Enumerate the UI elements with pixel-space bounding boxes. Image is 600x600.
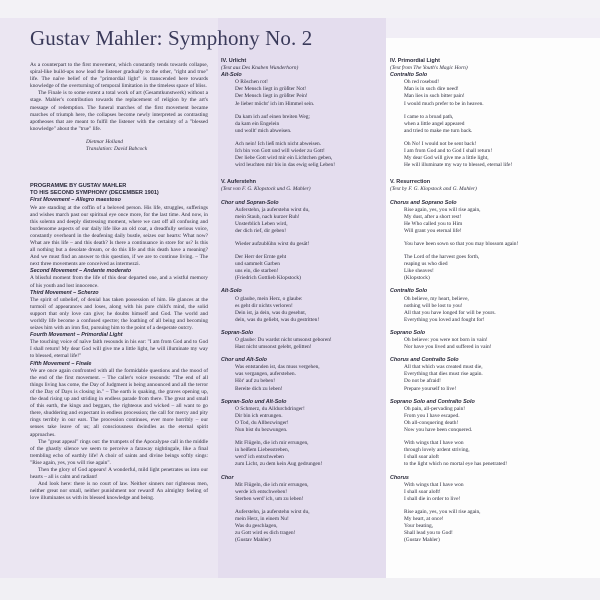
auferstehn-source: (Text von F. G. Klopstock und G. Mahler): [221, 186, 311, 193]
lyric-line: Der liebe Gott wird mir ein Lichtchen geben,: [235, 155, 333, 162]
lyric-line: Oh pain, all-pervading pain!: [404, 405, 466, 412]
urlicht-source: (Text aus Des Knaben Wunderhorn): [221, 65, 299, 72]
lyric-line: Hör' auf zu beben!: [235, 378, 276, 385]
lyric-line: Rise again, yes, you will rise again,: [404, 508, 481, 515]
lyric-line: All that you have longed for will be yours.: [404, 309, 496, 316]
lyric-line: Your beating,: [404, 523, 434, 530]
lyric-line: Man is in such dire need!: [404, 86, 459, 93]
lyric-stanza: [221, 482, 381, 503]
lyric-line: Everything that dies must rise again.: [404, 371, 483, 378]
urlicht-title: IV. Urlicht: [221, 58, 247, 64]
voice-label: Chor und Sopran-Solo: [221, 199, 279, 206]
intro-paragraph: As a counterpart to the first movement, which constantly tends towards collapse, spiral-like build-ups now lead the listener gradually to the other, "right and true" life. The naïve belief of the "primordial light" is transcended here towards knowledge of the overturning of temporal limitation in the timeless space of bliss.: [30, 62, 208, 90]
essay-credits: [30, 139, 208, 153]
lyric-line: Now you have been conquered.: [404, 427, 473, 434]
lyric-line: You have been sown so that you may blossom again!: [404, 240, 519, 247]
movement-paragraph: And look here: there is no court of law. Neither sinners nor righteous men, neither great nor small, neither punishment nor reward! An almighty feeling of love illuminates us with its blessed knowledge and being.: [30, 481, 208, 502]
lyric-line: I shall soar aloft!: [404, 488, 441, 495]
lyric-line: The Lord of the harvest goes forth,: [404, 254, 480, 261]
lyric-line: Oh No! I would not be sent back!: [404, 140, 477, 147]
lyric-line: Ach nein! Ich ließ mich nicht abweisen.: [235, 140, 322, 147]
lyric-stanza: [390, 254, 590, 282]
urlicht-lyrics: [221, 79, 381, 169]
lyric-line: Der Herr der Ernte geht: [235, 254, 287, 261]
movement-title: Fifth Movement – Finale: [30, 360, 92, 367]
lyric-line: Was entstanden ist, das muss vergehen,: [235, 364, 320, 371]
lyric-line: Mit Flügeln, die ich mir errungen,: [235, 440, 309, 447]
lyric-line: reaping us who died: [404, 261, 448, 268]
movement-title: Fourth Movement – Primordial Light: [30, 332, 123, 339]
lyric-line: Der Mensch liegt in größter Pein!: [235, 93, 308, 100]
lyric-line: (Friedrich Gottlieb Klopstock): [235, 275, 301, 282]
lyric-line: wird leuchten mir bis in das ewig selig Leben!: [235, 162, 336, 169]
lyric-stanza: [390, 241, 590, 248]
lyric-line: dein, was du geliebt, was du gestritten!: [235, 316, 320, 323]
scan-edge-bottom: [0, 578, 600, 600]
movement-title: Second Movement – Andante moderato: [30, 268, 132, 275]
lyric-stanza: [221, 406, 381, 434]
lyric-line: werde ich entschweben!: [235, 488, 288, 495]
mahler-programme: [30, 183, 208, 502]
lyric-line: Nun bist du bezwungen.: [235, 427, 288, 434]
lyric-line: Was du geschlagen,: [235, 523, 278, 530]
page-title: Gustav Mahler: Symphony No. 2: [30, 26, 313, 50]
lyric-stanza: [221, 79, 381, 107]
lyric-line: when a little angel appeared: [404, 120, 465, 127]
lyric-stanza: [221, 440, 381, 468]
lyric-line: Will grant you eternal life!: [404, 227, 462, 234]
movement-title: Third Movement – Scherzo: [30, 289, 99, 296]
lyric-line: Der Mensch liegt in größter Not!: [235, 86, 307, 93]
section-lyrics: [390, 337, 590, 351]
primordial-light-lyrics: [390, 79, 590, 169]
lyric-stanza: [221, 114, 381, 135]
resurrection-lyrics: [390, 194, 590, 545]
lyric-stanza: [390, 207, 590, 235]
lyric-line: zum Licht, zu dem kein Aug gedrungen!: [235, 461, 323, 468]
section-lyrics: [221, 406, 381, 469]
lyric-line: I would much prefer to be in heaven.: [404, 100, 484, 107]
section-lyrics: [221, 364, 381, 392]
english-text-column: [390, 58, 590, 544]
lyric-line: I came to a broad path,: [404, 113, 454, 120]
lyric-line: Sterben werd' ich, um zu leben!: [235, 495, 304, 502]
lyric-line: O glaube, mein Herz, o glaube:: [235, 295, 303, 302]
lavender-strip-right: [386, 18, 600, 38]
primordial-light-source: (Text from The Youth's Magic Horn): [390, 65, 468, 72]
lyric-line: was vergangen, auferstehen.: [235, 371, 296, 378]
lyric-stanza: [390, 141, 590, 169]
lyric-line: O glaube: Du wardst nicht umsonst geboren!: [235, 337, 332, 343]
lyric-line: es geht dir nichts verloren!: [235, 302, 293, 309]
primordial-light-title: IV. Primordial Light: [390, 58, 440, 64]
section-lyrics: [390, 406, 590, 469]
lyric-line: I am from God and to God I shall return!: [404, 148, 493, 155]
lyric-line: With wings that I have won: [404, 481, 464, 488]
movement-paragraph: A blissful moment from the life of this dear departed one, and a wistful memory of his youth and lost innocence.: [30, 275, 208, 289]
lyric-stanza: [390, 482, 590, 503]
lyric-line: O Röschen rot!: [235, 79, 268, 86]
lyric-line: nothing will be lost to you!: [404, 302, 463, 309]
scan-edge-top: [0, 0, 600, 18]
lyric-line: I shall soar aloft: [404, 454, 439, 461]
lyric-stanza: [221, 241, 381, 248]
voice-label: Sopran-Solo und Alt-Solo: [221, 398, 287, 405]
lyric-stanza: [390, 440, 590, 468]
lyric-stanza: [390, 406, 590, 434]
voice-label: Contralto Solo: [390, 288, 428, 295]
lyric-stanza: [390, 296, 590, 324]
lyric-stanza: [390, 79, 590, 107]
section-lyrics: [221, 482, 381, 545]
section-lyrics: [390, 207, 590, 283]
lyric-line: Mit Flügeln, die ich mir errungen,: [235, 481, 309, 488]
lyric-line: und sammelt Garben: [235, 261, 280, 268]
essay-translator: Translation: David Babcock: [86, 146, 148, 153]
lyric-line: Nor have you lived and suffered in vain!: [404, 344, 492, 351]
movement-paragraph: We are once again confronted with all the formidable questions and the mood of the end of the first movement. – The caller's voice resounds: "The end of all things living has come, the Day of Judgment is being announced and all the terror of the Day of Days is closing in." – The earth is quaking, the graves opening up, the dead rising up and striding in endless parade from there. The great and small of this earth, the kings and beggars, the righteous and wicked – all want to go there, shuddering and expectant in endless procession; the call for mercy and pity rings terribly in our ears. The procession continues, ever more horribly – our senses take leave of us; all consciousness dwindles as the eternal spirit approaches.: [30, 367, 208, 438]
lyric-line: uns ein, die starben!: [235, 268, 279, 275]
lyric-line: My dust, after a short rest!: [404, 213, 462, 220]
voice-label: Chor und Alt-Solo: [221, 357, 267, 364]
voice-label: Chorus: [390, 474, 409, 481]
section-lyrics: [221, 296, 381, 324]
voice-label: Chorus and Contralto Solo: [390, 357, 459, 364]
movement-paragraph: The touching voice of naïve faith resounds in his ear: "I am from God and to God I shall return! My dear God will give me a little light, he will illuminate my way to blessed, eternal life!": [30, 339, 208, 360]
lyric-line: My heart, at once!: [404, 515, 444, 522]
lyric-line: Auferstehn, ja auferstehn wirst du,: [235, 206, 310, 213]
lyric-line: Da kam ich auf einen breiten Weg;: [235, 113, 310, 120]
lyric-line: to the light which no mortal eye has penetrated!: [404, 461, 507, 468]
lyric-line: mein Herz, in einem Nu!: [235, 515, 289, 522]
lyric-line: through lovely ardent striving,: [404, 447, 470, 454]
lyric-stanza: [390, 364, 590, 392]
movement-paragraph: The "great appeal" rings out: the trumpets of the Apocalypse call in the middle of the ghastly silence we seem to perceive a faraway nightingale, like a final trembling echo of earthly life! A choir of saints and divine beings softly sings: "Rise again, yes, you will rise again".: [30, 438, 208, 466]
intro-essay: [30, 62, 208, 153]
lyric-stanza: [390, 509, 590, 544]
lyric-line: werd' ich entschweben: [235, 454, 284, 461]
programme-subheading: TO HIS SECOND SYMPHONY (DECEMBER 1901): [30, 190, 159, 197]
lyric-stanza: [221, 254, 381, 282]
lyric-line: Shall lead you to God!: [404, 530, 453, 537]
lyric-line: From you I have escaped.: [404, 412, 460, 419]
lyric-stanza: [390, 337, 590, 351]
section-lyrics: [390, 296, 590, 324]
lyric-line: Everything you loved and fought for!: [404, 316, 485, 323]
lyric-line: Wieder aufzublühn wirst du gesät!: [235, 240, 310, 247]
lyric-line: He will illuminate my way to blessed, eternal life!: [404, 162, 513, 169]
german-text-column: [221, 58, 381, 544]
programme-heading: PROGRAMME BY GUSTAV MAHLER: [30, 183, 127, 189]
intro-paragraph: The Finale is to some extent a total work of art (Gesamtkunstwerk) without a stage. Mahler's contribution towards the replacement of religion by the art's message of redemption. The funeral marches of the first movement became marches of triumph here, the collapses become newly interpreted as contrasting apotheoses that are meant to fulfil the listener with the certainty of a "blessed knowledge" about the "true" life.: [30, 90, 208, 132]
resurrection-title: V. Resurrection: [390, 179, 431, 186]
lyric-stanza: [221, 207, 381, 235]
lyric-line: Oh believe, my heart, believe,: [404, 295, 469, 302]
lyric-line: mein Staub, nach kurzer Ruh!: [235, 213, 300, 220]
voice-label: Alt-Solo: [221, 288, 242, 295]
lyric-line: and tried to make me turn back.: [404, 127, 473, 134]
lyric-stanza: [390, 114, 590, 135]
lyric-line: O Tod, du Allbezwinger!: [235, 419, 289, 426]
lyric-line: (Gustav Mahler): [404, 537, 440, 544]
lyric-line: Like sheaves!: [404, 268, 434, 275]
voice-label: Sopran-Solo: [221, 329, 254, 336]
lyric-stanza: [221, 296, 381, 324]
lyric-line: Je lieber möcht' ich im Himmel sein.: [235, 100, 315, 107]
lyric-line: Auferstehn, ja auferstehn wirst du,: [235, 508, 310, 515]
lyric-line: und wollt' mich abweisen.: [235, 127, 292, 134]
lyric-line: Oh all-conquering death!: [404, 419, 459, 426]
lyric-line: Dein ist, ja dein, was du gesehnt,: [235, 309, 307, 316]
section-lyrics: [221, 337, 381, 351]
lyric-line: Prepare yourself to live!: [404, 385, 457, 392]
lyric-line: da kam ein Engelein: [235, 120, 280, 127]
lyric-line: Hast nicht umsonst gelebt, gelitten!: [235, 344, 312, 351]
lyric-line: zu Gott wird es dich tragen!: [235, 530, 296, 537]
movement-title: First Movement – Allegro maestoso: [30, 197, 121, 204]
alt-solo-label: Alt-Solo: [221, 72, 242, 79]
lyric-line: Dir bin ich entrungen.: [235, 412, 283, 419]
lyric-line: I shall die in order to live!: [404, 495, 461, 502]
essay-author: Dietmar Holland: [86, 138, 123, 145]
lyric-line: Rise again, yes, you will rise again,: [404, 206, 481, 213]
lyric-line: (Gustav Mahler): [235, 537, 271, 544]
lyric-line: Oh red rosebud!: [404, 79, 440, 86]
section-lyrics: [390, 364, 590, 392]
lyric-line: Unsterblich Leben wird,: [235, 220, 288, 227]
lyric-line: All that which was created must die,: [404, 364, 483, 371]
lyric-line: in heißem Liebesstreben,: [235, 447, 290, 454]
lyric-stanza: [221, 364, 381, 392]
voice-label: Chor: [221, 474, 234, 481]
lyric-line: Do not be afraid!: [404, 378, 441, 385]
movement-paragraph: The spirit of unbelief, of denial has taken possession of him. He glances at the turmoil of appearances and loses, along with his pure child's mind, the solid support that only love can give; he doubts himself and God. The world and worldly life become a confused spectre; the loathing of all being and becoming seizes him with an iron fist, pursuing him to the point of a desperate outcry.: [30, 296, 208, 332]
lyric-stanza: [221, 509, 381, 544]
voice-label: Chorus and Soprano Solo: [390, 199, 457, 206]
resurrection-source: (Text by F. G. Klopstock and G. Mahler): [390, 186, 477, 193]
lyric-line: Oh believe: you were not born in vain!: [404, 337, 488, 343]
lyric-stanza: [221, 141, 381, 169]
lyric-line: (Klopstock): [404, 275, 430, 282]
contralto-solo-label: Contralto Solo: [390, 72, 428, 79]
movement-paragraph: Then the glory of God appears! A wonderful, mild light penetrates us into our hearts – all is calm and radiant!: [30, 466, 208, 481]
lyric-line: Man lies in such bitter pain!: [404, 93, 465, 100]
movement-paragraph: We are standing at the coffin of a beloved person. His life, struggles, sufferings and wishes march past our spiritual eye once more, for the last time. And now, in this solemn and deeply distressing moment, where we cast off all confusing and burdensome aspects of our daily life like an old coat, a dreadfully serious voice, constantly overheard in the deafening daily bustle, seizes our hearts: What now? What are this life – and this death? Is there a continuance in store for us? Is this all nothing but a desolate dream, or do this life and this death have a meaning? And we must find an answer to this question, if we are to continue living. – The next three movements are conceived as intermezzi.: [30, 204, 208, 268]
section-lyrics: [390, 482, 590, 545]
voice-label: Soprano Solo: [390, 329, 426, 336]
lyric-line: der dich rief, dir geben!: [235, 227, 287, 234]
lyric-line: Ich bin von Gott und will wieder zu Gott!: [235, 148, 325, 155]
auferstehn-title: V. Auferstehn: [221, 179, 257, 186]
lyric-line: He Who called you to Him: [404, 220, 463, 227]
lyric-line: Bereite dich zu leben!: [235, 385, 283, 392]
voice-label: Soprano Solo and Contralto Solo: [390, 398, 475, 405]
lyric-line: My dear God will give me a little light,: [404, 155, 489, 162]
lyric-line: O Schmerz, du Alldurchdringer!: [235, 405, 305, 412]
lyric-stanza: [221, 337, 381, 351]
lyric-line: With wings that I have won: [404, 440, 464, 447]
auferstehn-lyrics: [221, 194, 381, 545]
section-lyrics: [221, 207, 381, 283]
